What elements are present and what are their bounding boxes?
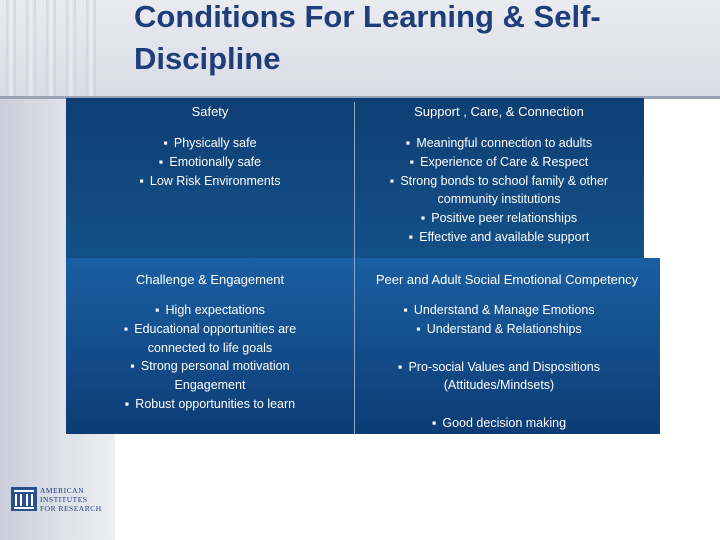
columns-logo-icon <box>11 487 37 511</box>
list-item: ▪ Emotionally safe <box>158 154 262 169</box>
peer-heading: Peer and Adult Social Emotional Competency <box>375 272 639 287</box>
list-item: ▪ Strong bonds to school family & other community institutions <box>389 173 609 207</box>
list-item: ▪ Low Risk Environments <box>139 173 281 188</box>
bullet-icon: ▪ <box>403 303 408 317</box>
challenge-heading: Challenge & Engagement <box>135 272 285 287</box>
list-item: ▪ Robust opportunities to learn <box>124 396 296 411</box>
bullet-icon: ▪ <box>408 229 414 244</box>
bullet-icon: ▪ <box>158 154 164 169</box>
list-item: ▪ Meaningful connection to adults <box>405 136 593 150</box>
bullet-icon: ▪ <box>405 136 411 150</box>
support-heading: Support , Care, & Connection <box>414 104 584 119</box>
list-item: ▪ Educational opportunities are connected to life goals <box>123 321 297 355</box>
quadrant-divider <box>354 102 355 434</box>
logo-wordmark: AMERICAN INSTITUTES FOR RESEARCH <box>40 486 102 513</box>
challenge-list <box>66 301 354 414</box>
peer-quadrant <box>354 258 660 434</box>
safety-heading: Safety <box>191 104 229 119</box>
peer-list <box>354 301 660 433</box>
list-item: ▪ High expectations <box>155 303 265 317</box>
challenge-quadrant <box>66 258 354 434</box>
list-item: ▪ Effective and available support <box>408 229 590 244</box>
list-item: ▪ Experience of Care & Respect <box>409 154 589 169</box>
bullet-icon: ▪ <box>124 396 130 411</box>
bullet-icon: ▪ <box>409 154 415 169</box>
list-item: ▪ Strong personal motivation Engagement <box>130 359 290 393</box>
support-quadrant <box>354 98 644 258</box>
bullet-icon: ▪ <box>163 136 168 150</box>
bullet-icon: ▪ <box>123 321 129 336</box>
list-item: ▪ Understand & Manage Emotions <box>403 303 595 317</box>
list-item: ▪ Physically safe <box>163 136 257 150</box>
bullet-icon: ▪ <box>389 173 395 188</box>
list-item: ▪ Pro-social Values and Dispositions (Attitudes/Mindsets) <box>398 359 600 393</box>
list-item: ▪ Understand & Relationships <box>416 321 582 336</box>
slide-title: Conditions For Learning & Self-Discipline <box>134 0 601 76</box>
safety-list <box>66 134 354 190</box>
support-list <box>354 134 644 247</box>
air-logo <box>8 482 108 518</box>
bullet-icon: ▪ <box>139 173 144 188</box>
bullet-icon: ▪ <box>398 359 403 374</box>
bullet-icon: ▪ <box>130 359 135 374</box>
safety-quadrant <box>66 98 354 258</box>
list-item: ▪ Positive peer relationships <box>420 211 578 226</box>
bullet-icon: ▪ <box>420 211 426 226</box>
conditions-grid <box>66 98 660 434</box>
bullet-icon: ▪ <box>431 416 437 431</box>
bullet-icon: ▪ <box>155 303 160 317</box>
bullet-icon: ▪ <box>416 321 421 336</box>
list-item: ▪ Good decision making <box>431 416 567 431</box>
